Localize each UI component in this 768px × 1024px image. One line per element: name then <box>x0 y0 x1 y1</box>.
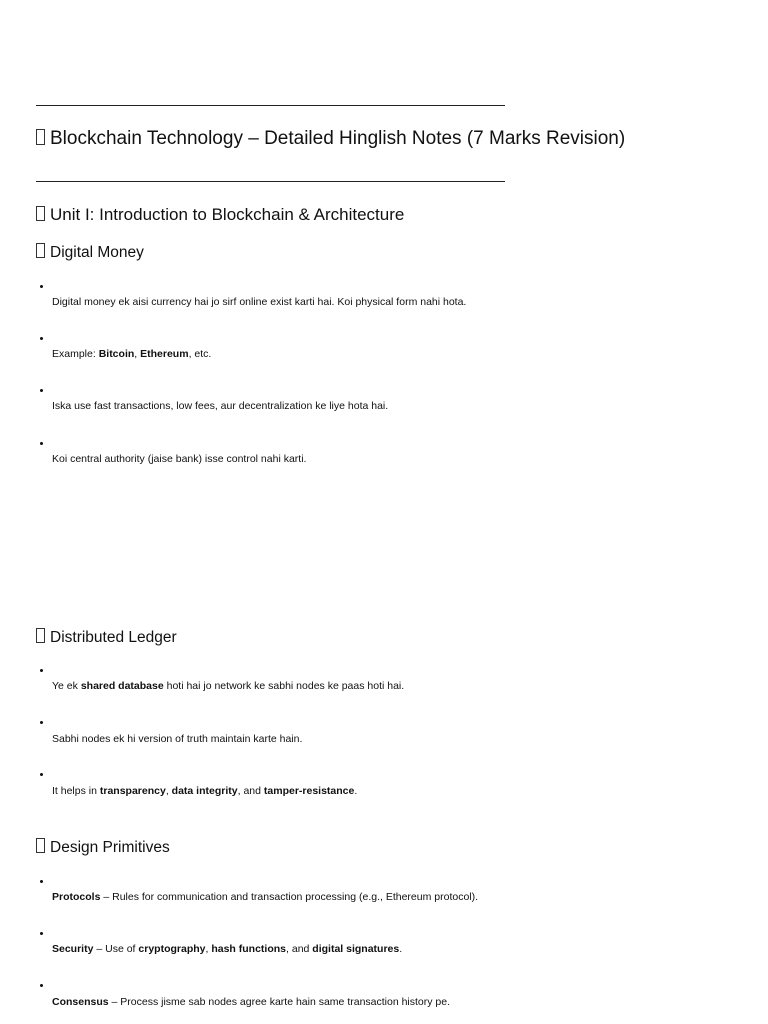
bullet <box>40 721 43 724</box>
list-item <box>52 891 478 903</box>
item-text: Sabhi nodes ek hi version of truth maintain karte hain. <box>52 733 303 745</box>
bullet <box>40 389 43 392</box>
section-heading-text: Digital Money <box>50 244 144 261</box>
list-item <box>52 400 388 412</box>
item-text: Ye ek <box>52 680 81 692</box>
list-item <box>52 296 466 308</box>
divider-top <box>36 105 505 106</box>
bold-term: transparency <box>99 785 166 797</box>
tools-icon <box>36 838 45 853</box>
ledger-icon <box>36 628 45 643</box>
section-heading-design-primitives <box>36 838 170 857</box>
page-title-text: Blockchain Technology – Detailed Hinglish Notes (7 Marks Revision) <box>50 128 626 149</box>
bullet <box>40 669 43 672</box>
item-text: , etc. <box>188 348 212 360</box>
bold-term: shared database <box>80 680 164 692</box>
unit-heading <box>36 205 404 225</box>
list-item <box>52 785 357 797</box>
item-text: , and <box>237 785 264 797</box>
bullet <box>40 337 43 340</box>
bold-term: Security <box>52 943 94 955</box>
bullet <box>40 880 43 883</box>
item-text: – Rules for communication and transaction processing (e.g., Ethereum protocol). <box>100 891 479 903</box>
item-text: , <box>165 785 172 797</box>
money-icon <box>36 243 45 258</box>
item-text: . <box>399 943 403 955</box>
section-heading-distributed-ledger <box>36 628 177 647</box>
list-item <box>52 453 306 465</box>
item-text: Example: <box>52 348 99 360</box>
pin-icon <box>36 206 45 221</box>
page-title <box>36 128 625 150</box>
list-item <box>52 996 450 1008</box>
bold-term: Consensus <box>52 996 109 1008</box>
item-text: , and <box>286 943 313 955</box>
bold-term: digital signatures <box>312 943 400 955</box>
item-text: , <box>205 943 212 955</box>
book-icon <box>36 129 45 145</box>
bullet <box>40 984 43 987</box>
item-text: Koi central authority (jaise bank) isse control nahi karti. <box>52 453 307 465</box>
item-text: , <box>134 348 141 360</box>
bullet <box>40 773 43 776</box>
item-text: Digital money ek aisi currency hai jo sirf online exist karti hai. Koi physical form nahi hota. <box>52 296 467 308</box>
bullet <box>40 442 43 445</box>
item-text: It helps in <box>52 785 100 797</box>
section-heading-text: Distributed Ledger <box>50 629 177 646</box>
list-item <box>52 680 404 692</box>
bullet <box>40 932 43 935</box>
section-heading-digital-money <box>36 243 144 262</box>
bold-term: Protocols <box>52 891 101 903</box>
list-item <box>52 733 302 745</box>
divider-mid <box>36 181 505 182</box>
bold-term: Bitcoin <box>98 348 135 360</box>
bold-term: Ethereum <box>140 348 189 360</box>
bold-term: hash functions <box>211 943 287 955</box>
bullet <box>40 285 43 288</box>
item-text: – Use of <box>93 943 139 955</box>
item-text: Iska use fast transactions, low fees, aur decentralization ke liye hota hai. <box>52 400 389 412</box>
bold-term: data integrity <box>171 785 238 797</box>
unit-heading-text: Unit I: Introduction to Blockchain & Architecture <box>50 205 405 224</box>
bold-term: tamper-resistance <box>263 785 355 797</box>
list-item <box>52 943 402 955</box>
bold-term: cryptography <box>138 943 206 955</box>
section-heading-text: Design Primitives <box>50 839 170 856</box>
list-item <box>52 348 211 360</box>
item-text: hoti hai jo network ke sabhi nodes ke paas hoti hai. <box>163 680 405 692</box>
item-text: . <box>354 785 358 797</box>
item-text: – Process jisme sab nodes agree karte hain same transaction history pe. <box>108 996 451 1008</box>
